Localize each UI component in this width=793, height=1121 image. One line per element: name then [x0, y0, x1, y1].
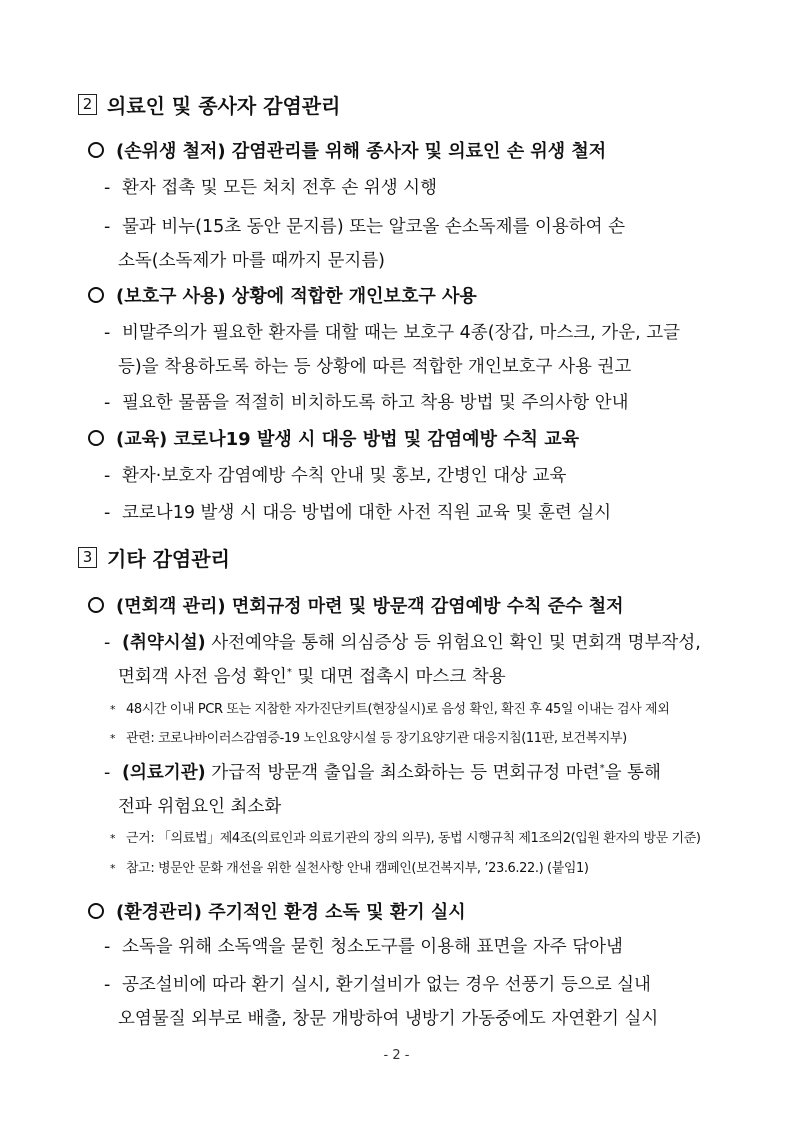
dash-text: 물과 비누(15초 동안 문지름) 또는 알코올 손소독제를 이용하여 손: [122, 217, 626, 237]
dash-marker: -: [104, 466, 111, 486]
footnote: [110, 857, 725, 876]
item-heading-text: (보호구 사용) 상황에 적합한 개인보호구 사용: [116, 286, 477, 307]
dash-marker: -: [104, 393, 111, 413]
dash-marker: -: [104, 178, 111, 198]
dash-marker: -: [104, 633, 111, 653]
dash-text: 소독을 위해 소독액을 묻힌 청소도구를 이용해 표면을 자주 닦아냄: [122, 937, 623, 957]
footnote: [110, 727, 725, 746]
dash-item: [104, 316, 719, 384]
section-number-box: 2: [78, 94, 97, 115]
page-number: - 2 -: [383, 1048, 410, 1063]
dash-marker: -: [104, 975, 111, 995]
star-marker: *: [110, 832, 116, 845]
item-heading-visitor: [88, 592, 624, 618]
footnote-text: 관련: 코로나바이러스감염증-19 노인요양시설 등 장기요양기관 대응지침(11판, 보건복지부): [126, 731, 627, 746]
dash-marker: -: [104, 323, 111, 343]
section-3-heading: [78, 543, 230, 572]
circle-bullet-icon: [88, 597, 104, 613]
dash-marker: -: [104, 503, 111, 523]
section-title: 의료인 및 종사자 감염관리: [107, 94, 341, 118]
footnote-mark: *: [599, 763, 605, 775]
dash-item: [104, 496, 719, 530]
dash-item-vulnerable: [104, 626, 719, 694]
circle-bullet-icon: [88, 903, 104, 919]
section-2-heading: [78, 90, 340, 119]
dash-item: [104, 459, 719, 493]
dash-item: [104, 930, 719, 964]
dash-text: 사전예약을 통해 의심증상 등 위험요인 확인 및 면회객 명부작성,: [205, 633, 701, 653]
circle-bullet-icon: [88, 430, 104, 446]
item-heading-ppe: [88, 282, 477, 308]
dash-text: 면회객 사전 음성 확인: [118, 667, 287, 687]
footnote: [110, 698, 725, 717]
dash-text: 및 대면 접촉시 마스크 착용: [291, 667, 506, 687]
footnote-text: 48시간 이내 PCR 또는 지참한 자가진단키트(현장실시)로 음성 확인, 확진 후 45일 이내는 검사 제외: [126, 702, 670, 717]
dash-text: 환자·보호자 감염예방 수칙 안내 및 홍보, 간병인 대상 교육: [122, 466, 567, 486]
item-heading-environment: [88, 898, 466, 924]
dash-text-continuation: 소독(소독제가 마를 때까지 문지름): [118, 251, 386, 271]
dash-item: [104, 968, 719, 1036]
footnote-mark: *: [286, 667, 292, 679]
section-title: 기타 감염관리: [107, 547, 230, 571]
item-heading-hand-hygiene: [88, 137, 606, 163]
item-heading-text: (면회객 관리) 면회규정 마련 및 방문객 감염예방 수칙 준수 철저: [116, 596, 624, 617]
dash-item: [104, 171, 719, 205]
dash-item-medical: [104, 756, 719, 824]
dash-marker: -: [104, 217, 111, 237]
dash-text-continuation: 오염물질 외부로 배출, 창문 개방하여 냉방기 가동중에도 자연환기 실시: [118, 1009, 659, 1029]
dash-marker: -: [104, 937, 111, 957]
circle-bullet-icon: [88, 142, 104, 158]
dash-marker: -: [104, 763, 111, 783]
star-marker: *: [110, 703, 116, 716]
section-number-box: 3: [78, 547, 97, 568]
dash-label: (취약시설): [122, 633, 206, 653]
footnote-text: 참고: 병문안 문화 개선을 위한 실천사항 안내 캠페인(보건복지부, ’23.6.22.) (붙임1): [126, 861, 589, 876]
dash-text: 환자 접촉 및 모든 처치 전후 손 위생 시행: [122, 178, 437, 198]
star-marker: *: [110, 732, 116, 745]
dash-item: [104, 210, 719, 278]
item-heading-text: (환경관리) 주기적인 환경 소독 및 환기 실시: [116, 902, 466, 923]
dash-text-continuation: 전파 위험요인 최소화: [118, 797, 282, 817]
dash-text: 공조설비에 따라 환기 실시, 환기설비가 없는 경우 선풍기 등으로 실내: [122, 975, 651, 995]
item-heading-text: (손위생 철저) 감염관리를 위해 종사자 및 의료인 손 위생 철저: [116, 141, 607, 162]
star-marker: *: [110, 862, 116, 875]
dash-text: 을 통해: [604, 763, 661, 783]
footnote: [110, 827, 725, 846]
dash-text-continuation: 등)을 착용하도록 하는 등 상황에 따른 적합한 개인보호구 사용 권고: [118, 357, 632, 377]
dash-label: (의료기관): [122, 763, 206, 783]
dash-text: 비말주의가 필요한 환자를 대할 때는 보호구 4종(장갑, 마스크, 가운, 고글: [122, 323, 681, 343]
dash-text: 코로나19 발생 시 대응 방법에 대한 사전 직원 교육 및 훈련 실시: [122, 503, 612, 523]
item-heading-education: [88, 425, 579, 451]
dash-text: 가급적 방문객 출입을 최소화하는 등 면회규정 마련: [205, 763, 600, 783]
circle-bullet-icon: [88, 287, 104, 303]
dash-text-continuation: [104, 660, 719, 694]
dash-item: [104, 386, 719, 420]
item-heading-text: (교육) 코로나19 발생 시 대응 방법 및 감염예방 수칙 교육: [116, 429, 580, 450]
dash-text: 필요한 물품을 적절히 비치하도록 하고 착용 방법 및 주의사항 안내: [122, 393, 629, 413]
footnote-text: 근거: 「의료법」제4조(의료인과 의료기관의 장의 의무), 동법 시행규칙 제1조의2(입원 환자의 방문 기준): [126, 831, 701, 846]
